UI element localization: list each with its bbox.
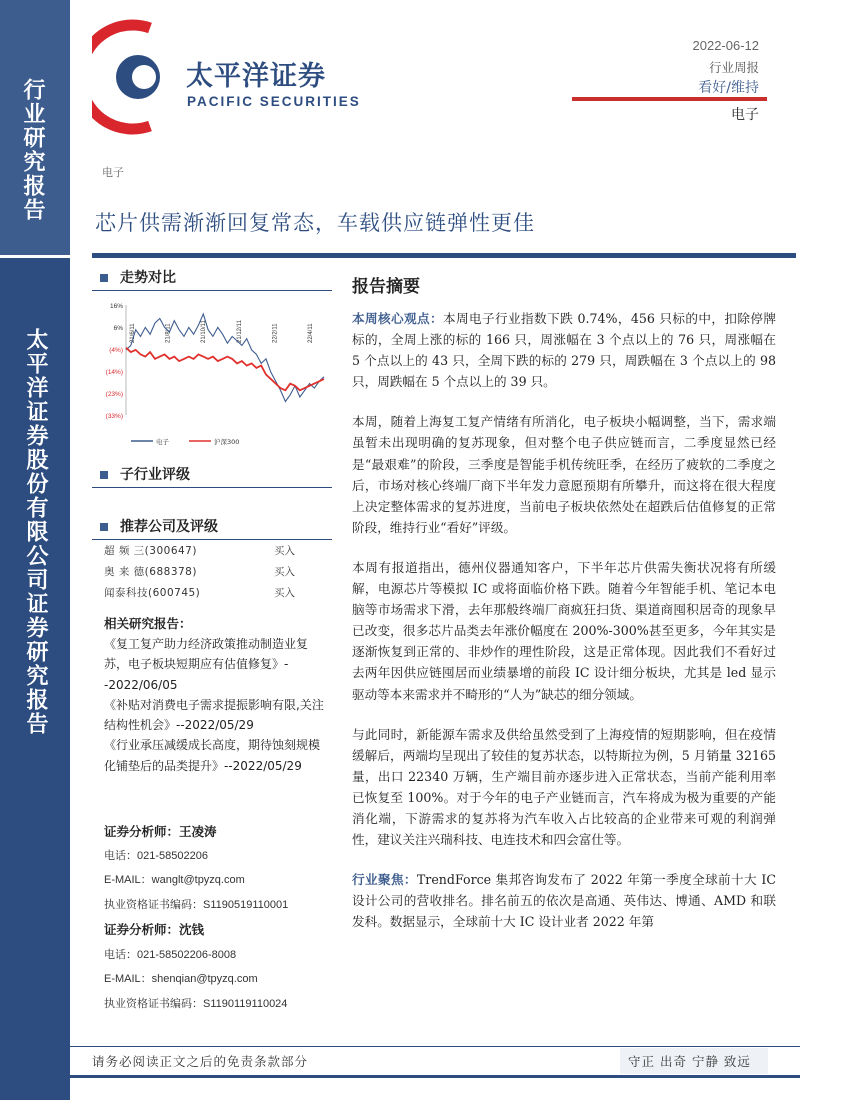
analyst-email[interactable]: E-MAIL：shenqian@tpyzq.com <box>104 973 258 985</box>
sector-label: 电子 <box>102 166 124 179</box>
analyst-phone: 电话：021-58502206 <box>104 850 208 862</box>
company-rating: 买入 <box>274 587 295 599</box>
x-tick-label: 21/8/11 <box>165 323 172 343</box>
table-row <box>104 562 324 583</box>
company-name: 闻泰科技(600745) <box>104 587 201 599</box>
related-report-link[interactable]: 《行业承压减缓成长高度，期待蚀刻规模化铺垫后的品类提升》--2022/05/29 <box>104 738 321 773</box>
company-logo-icon <box>92 18 160 136</box>
y-tick-label: (4%) <box>109 347 123 354</box>
logo-english-name: PACIFIC SECURITIES <box>187 94 361 109</box>
paragraph-text: 本周，随着上海复工复产情绪有所消化，电子板块小幅调整，当下，需求端虽暂未出现明确的复苏现象，但对整个电子供应链而言，二季度显然已经是“最艰难”的阶段，三季度是智能手机传统旺季，在经历了疲软的二季度之后，市场对核心终端厂商下半年发力意愿预期有所攀升，而这将在很大程度上决定整体需求的复苏进度，当前电子板块依然处在超跌后估值修复的正常阶段，维持行业“看好”评级。 <box>352 414 776 535</box>
square-bullet-icon <box>100 274 108 282</box>
x-tick-label: 21/10/11 <box>201 320 208 343</box>
related-reports-list <box>104 634 329 776</box>
paragraph-text: TrendForce 集邦咨询发布了 2022 年第一季度全球前十大 IC 设计公司的营收排名。排名前五的依次是高通、英伟达、博通、AMD 和联发科。数据显示，全球前十大 IC 设计业者 2022 年第 <box>352 872 776 930</box>
paragraph <box>352 411 776 538</box>
abstract-body <box>352 308 776 951</box>
recommended-companies-heading <box>100 516 218 536</box>
x-tick-label: 21/12/11 <box>236 320 243 343</box>
footer-disclaimer: 请务必阅读正文之后的免责条款部分 <box>92 1054 309 1069</box>
table-row <box>104 583 324 604</box>
trend-section-heading <box>100 267 176 287</box>
related-report-link[interactable]: 《补贴对消费电子需求提振影响有限,关注结构性机会》--2022/05/29 <box>104 697 324 733</box>
trend-chart <box>96 295 332 453</box>
logo-chinese-name: 太平洋证券 <box>186 61 326 92</box>
table-row <box>104 541 324 562</box>
footer-bottom-rule <box>70 1075 800 1078</box>
footer-divider <box>70 1046 800 1047</box>
x-tick-label: 21/6/11 <box>130 323 136 343</box>
y-tick-label: (23%) <box>105 391 123 398</box>
square-bullet-icon <box>100 523 108 531</box>
paragraph-text: 本周有报道指出，德州仪器通知客户，下半年芯片供需失衡状况将有所缓解，电源芯片等模拟 IC 或将面临价格下跌。随着今年智能手机、笔记本电脑等市场需求下滑，去年那般终端厂商疯狂扫货、渠道商囤积居奇的现象早已改变，很多芯片品类去年涨价幅度在 200%-300%甚至更多，今年其实是逐渐恢复到正常的、非炒作的理性阶段，这是正常体现。因此我们不看好过去两年因供应链囤居而业绩暴增的前段 IC 设计细分板块，尤其是 led 显示驱动等本来需求并不畸形的“人为”缺芯的细分领域。 <box>352 559 776 702</box>
recommended-heading-text: 推荐公司及评级 <box>120 519 218 535</box>
analyst-email[interactable]: E-MAIL：wanglt@tpyzq.com <box>104 874 245 886</box>
company-rating: 买入 <box>274 545 295 557</box>
analyst-phone: 电话：021-58502206-8008 <box>104 949 237 961</box>
analyst-name: 证券分析师：沈钱 <box>104 922 205 937</box>
paragraph <box>352 869 776 932</box>
industry-rating: 看好/维持 <box>698 80 759 96</box>
paragraph-text: 与此同时，新能源车需求及供给虽然受到了上海疫情的短期影响，但在疫情缓解后，两端均呈现出了较佳的复苏状态，以特斯拉为例，5 月销量 32165 量，出口 22340 万辆，生产端目前亦逐步进入正常状态，当前产能利用率已恢复至 100%。对于今年的电子产业链而言，汽车将成为极为重要的产能消化端，下游需求的复苏将为汽车收入占比较高的企业带来可观的利润弹性，建议关注兴瑞科技、电连技术和四会富仕等。 <box>352 726 776 848</box>
section-divider <box>92 539 332 540</box>
paragraph <box>352 308 776 392</box>
header-accent-line <box>572 97 767 101</box>
y-tick-label: 6% <box>113 325 123 332</box>
paragraph-keyword: 本周核心观点： <box>352 311 444 326</box>
footer-motto: 守正 出奇 宁静 致远 <box>628 1054 751 1069</box>
y-tick-label: 16% <box>109 303 123 310</box>
paragraph-keyword: 行业聚焦： <box>352 872 417 888</box>
square-bullet-icon <box>100 471 108 479</box>
section-divider <box>92 290 332 291</box>
company-rating: 买入 <box>274 566 295 578</box>
legend-label: 电子 <box>156 438 169 446</box>
page-title: 芯片供需渐渐回复常态，车载供应链弹性更佳 <box>95 211 535 235</box>
related-report-link[interactable]: 《复工复产助力经济政策推动制造业复苏，电子板块短期应有估值修复》--2022/06/05 <box>104 637 309 692</box>
section-divider <box>92 487 332 488</box>
legend-label: 沪深300 <box>214 438 240 446</box>
y-tick-label: (14%) <box>105 369 123 376</box>
y-tick-label: (33%) <box>105 413 123 420</box>
paragraph <box>352 557 776 705</box>
report-type: 行业周报 <box>708 60 759 75</box>
paragraph <box>352 724 776 851</box>
abstract-heading: 报告摘要 <box>352 277 420 297</box>
paragraph-text: 本周电子行业指数下跌 0.74%，456 只标的中，扣除停牌标的，全周上涨的标的 166 只，周涨幅在 3 个点以上的 76 只，周涨幅在 5 个点以上的 43 只，全周下跌的标的 279 只，周跌幅在 3 个点以上的 98 只，周跌幅在 5 个点以上的 39 只。 <box>352 311 776 390</box>
analyst-cert: 执业资格证书编码：S1190119110024 <box>104 998 288 1010</box>
x-tick-label: 22/4/11 <box>308 323 314 343</box>
report-date: 2022-06-12 <box>692 38 759 53</box>
header-sector: 电子 <box>731 107 759 123</box>
analyst-name: 证券分析师：王凌涛 <box>104 824 217 839</box>
series-line <box>126 348 324 391</box>
analyst-cert: 执业资格证书编码：S1190519110001 <box>104 899 289 911</box>
x-tick-label: 22/2/11 <box>272 323 279 343</box>
title-divider <box>92 253 796 258</box>
subsector-heading-text: 子行业评级 <box>120 467 190 483</box>
sidebar-company-name: 太平洋证券股份有限公司证券研究报告 <box>23 328 49 736</box>
trend-heading-text: 走势对比 <box>120 270 176 286</box>
company-name: 奥 来 德(688378) <box>104 566 197 578</box>
related-reports-heading: 相关研究报告： <box>104 616 192 631</box>
sidebar-report-category: 行业研究报告 <box>20 78 46 222</box>
company-name: 超 频 三(300647) <box>104 545 197 557</box>
subsector-rating-heading <box>100 464 190 484</box>
recommendation-table <box>104 541 324 604</box>
